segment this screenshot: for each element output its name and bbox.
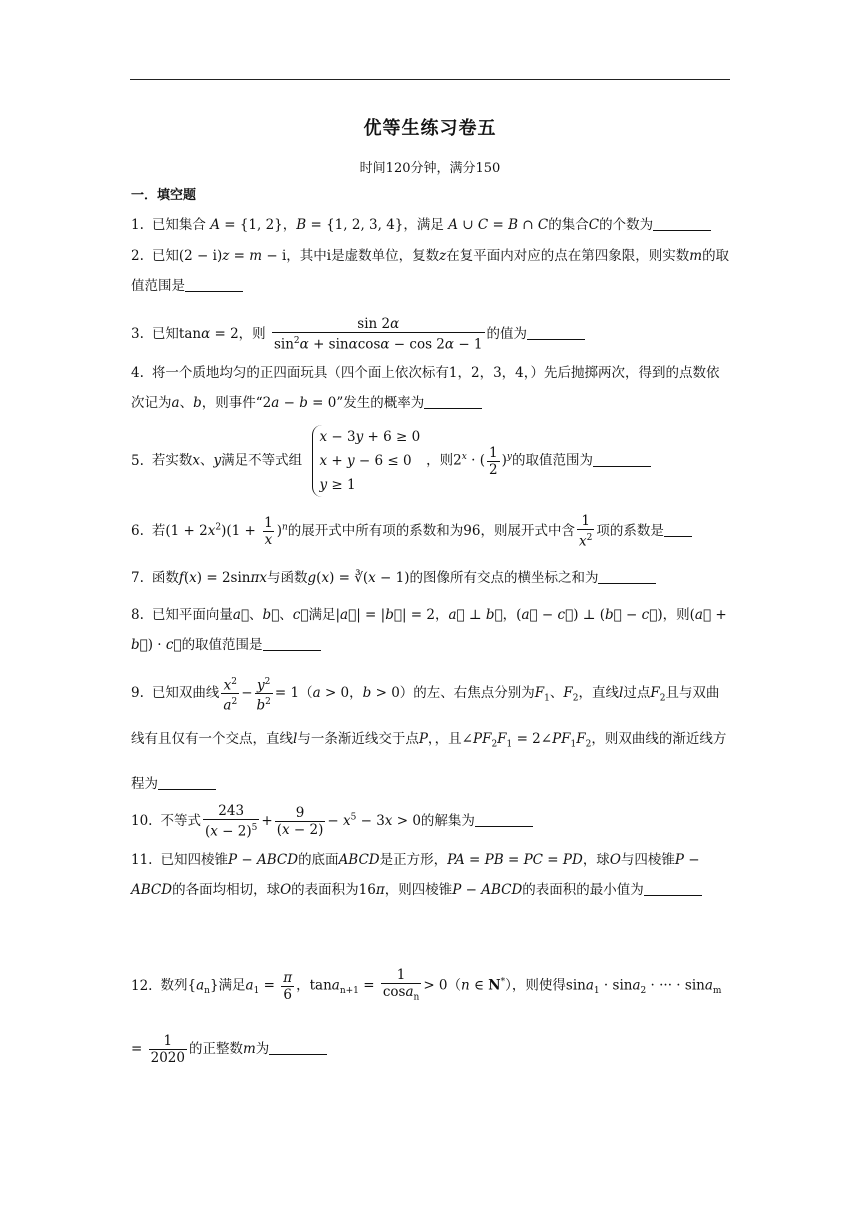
page-subtitle: 时间120分钟，满分150: [359, 161, 501, 176]
question-4: 4. 将一个质地均匀的正四面玩具（四个面上依次标有1，2，3，4，）先后抛掷两次，得到的点数依次记为a、b，则事件“2a − b = 0”发生的概率为: [131, 365, 720, 411]
answer-blank[interactable]: [424, 394, 482, 409]
question-8: 8. 已知平面向量a⃗、b⃗、c⃗满足|a⃗| = |b⃗| = 2，a⃗ ⊥ b⃗，(a⃗ − c⃗) ⊥ (b⃗ − c⃗)，则(a⃗ + b⃗) · c⃗的取值范围是: [131, 607, 727, 653]
answer-blank[interactable]: [653, 216, 711, 231]
answer-blank[interactable]: [158, 775, 216, 790]
formula: A = {1, 2}: [210, 217, 283, 233]
header-rule: [130, 79, 730, 80]
page-title: 优等生练习卷五: [363, 118, 497, 139]
section-heading: 一．填空题: [131, 188, 197, 203]
answer-blank[interactable]: [269, 1040, 327, 1055]
question-6: 6. 若$(1 + 2x^2)(1$ + $\frac{1}{x}$ )$^n$的展开式中所有项的系数和为96，则展开式中含 $\frac{1}{x^2}$ 项的系数是: [131, 513, 731, 550]
inequality-system: x − 3y + 6 ≥ 0 x + y − 6 ≤ 0 y ≥ 1: [312, 425, 420, 497]
question-5: 5. 若实数x、y满足不等式组 x − 3y + 6 ≥ 0 x + y − 6 ≤ 0 y ≥ 1 ，则$2^x$ · ( $\frac{1}{2}$ )$^y$的取值范围为: [131, 425, 731, 497]
answer-blank[interactable]: [185, 277, 243, 292]
answer-blank[interactable]: [664, 522, 692, 537]
question-10: 10. 不等式 $\frac{243}{(x - 2)^5}$ + $\frac{9}{(x - 2)}$ − $x^5 - 3x > 0$的解集为: [131, 803, 731, 840]
answer-blank[interactable]: [593, 452, 651, 467]
question-7: 7. 函数f(x) = 2sinπx与函数g(x) = ∛(x − 1)的图像所有交点的横坐标之和为: [131, 566, 731, 590]
answer-blank[interactable]: [475, 812, 533, 827]
question-9: 9. 已知双曲线 $\frac{x^2}{a^2}$ − $\frac{y^2}{b^2}$ = 1（a > 0，b > 0）的左、右焦点分别为$F_1$、$F_2$，直线l过点$F_2$且与双曲线有且仅有一个交点，直线l与一条渐近线交于点P，，且$\angle PF_2F_1$ = $2\angle PF_1F_2$，则双曲线的渐近线方程为: [131, 676, 727, 793]
answer-blank[interactable]: [598, 569, 656, 584]
question-11: 11. 已知四棱锥P − ABCD的底面ABCD是正方形，PA = PB = PC = PD，球O与四棱锥P − ABCD的各面均相切，球O的表面积为16π，则四棱锥P − ABCD的表面积的最小值为: [131, 845, 731, 905]
answer-blank[interactable]: [644, 881, 702, 896]
question-3: 3. 已知tanα = 2，则 $\frac{\sin 2\alpha}{\sin^2\alpha + \sin\alpha\cos\alpha - \cos 2\alpha - 1}$ 的值为: [131, 316, 731, 353]
question-12: 12. 数列$\{a_n\}$满足$a_1$ = $\frac{\pi}{6}$ ，tana$_{n+1}$ = $\frac{1}{\cos a_n}$ > 0（n ∈ N*），则使得sina$_1$ · sina$_2$ · ··· · sina$_m$ = $\frac{1}{2020}$ 的正整数m为: [131, 966, 722, 1067]
answer-blank[interactable]: [527, 325, 585, 340]
question-2: 2. 已知(2 − i)z = m − i，其中i是虚数单位，复数z在复平面内对应的点在第四象限，则实数m的取值范围是: [131, 248, 730, 294]
answer-blank[interactable]: [263, 636, 321, 651]
question-1: 1. 已知集合 A = {1, 2}，B = {1, 2, 3, 4}，满足 A ∪ C = B ∩ C的集合C的个数为: [131, 213, 731, 237]
fraction: $\frac{\sin 2\alpha}{\sin^2\alpha + \sin\alpha\cos\alpha - \cos 2\alpha - 1}$: [273, 316, 483, 353]
